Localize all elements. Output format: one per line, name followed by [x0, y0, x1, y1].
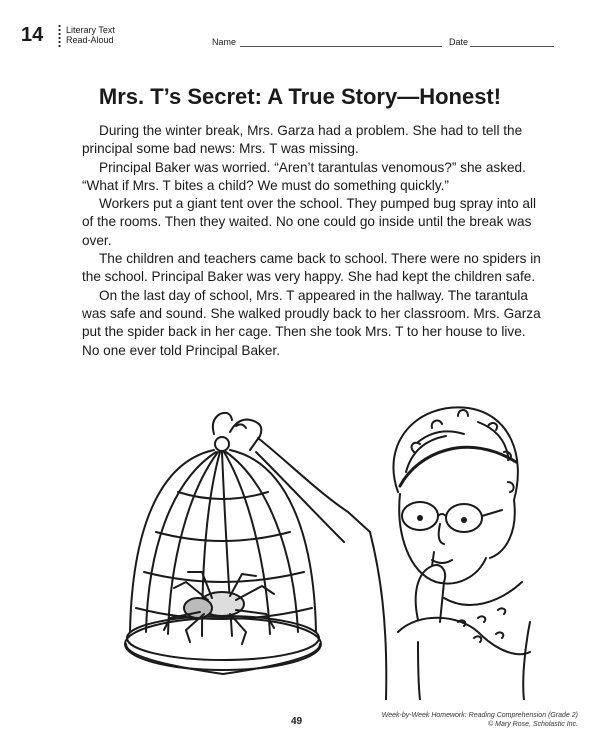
story-paragraph: Workers put a giant tent over the school. They pumped bug spray into all of the rooms. Then they waited. No one could go inside until the break was over. — [82, 196, 537, 248]
header-page-number: 14 — [21, 24, 44, 46]
footer-credit — [382, 711, 578, 729]
story-paragraph: During the winter break, Mrs. Garza had a problem. She had to tell the principal some bad news: Mrs. T was missing. — [82, 123, 523, 157]
header-dot-divider — [58, 24, 61, 48]
section-label — [66, 25, 115, 45]
footer-credit-book: Week-by-Week Homework: Reading Comprehension (Grade 2) — [381, 712, 578, 719]
date-label: Date — [449, 37, 469, 47]
page-header — [0, 0, 600, 50]
birdcage-drawing — [125, 413, 321, 674]
name-label: Name — [212, 37, 237, 47]
footer-credit-copyright: © Mary Rose, Scholastic Inc. — [488, 721, 578, 728]
name-field-line[interactable] — [240, 46, 442, 47]
woman-drawing — [256, 407, 530, 700]
woman-with-tarantula-cage-illustration — [118, 382, 532, 700]
date-field-line[interactable] — [470, 46, 554, 47]
story-paragraph: The children and teachers came back to school. There were no spiders in the school. Principal Baker was very happy. She had kept the children safe. — [82, 251, 541, 285]
hand-on-cage-drawing — [230, 420, 261, 450]
section-label-line2: Read-Aloud — [66, 35, 114, 45]
footer-page-number: 49 — [291, 716, 303, 727]
story-paragraph: Principal Baker was worried. “Aren’t tarantulas venomous?” she asked. “What if Mrs. T bites a child? We must do something quickly.” — [82, 159, 526, 193]
story-paragraph: On the last day of school, Mrs. T appeared in the hallway. The tarantula was safe and sound. She walked proudly back to her classroom. Mrs. Garza put the spider back in her cage. Then she took Mrs. T to her house to live. No one ever told Principal Baker. — [82, 287, 541, 358]
story-title: Mrs. T’s Secret: A True Story—Honest! — [98, 84, 502, 109]
story-text — [82, 122, 542, 360]
section-label-line1: Literary Text — [66, 25, 115, 35]
